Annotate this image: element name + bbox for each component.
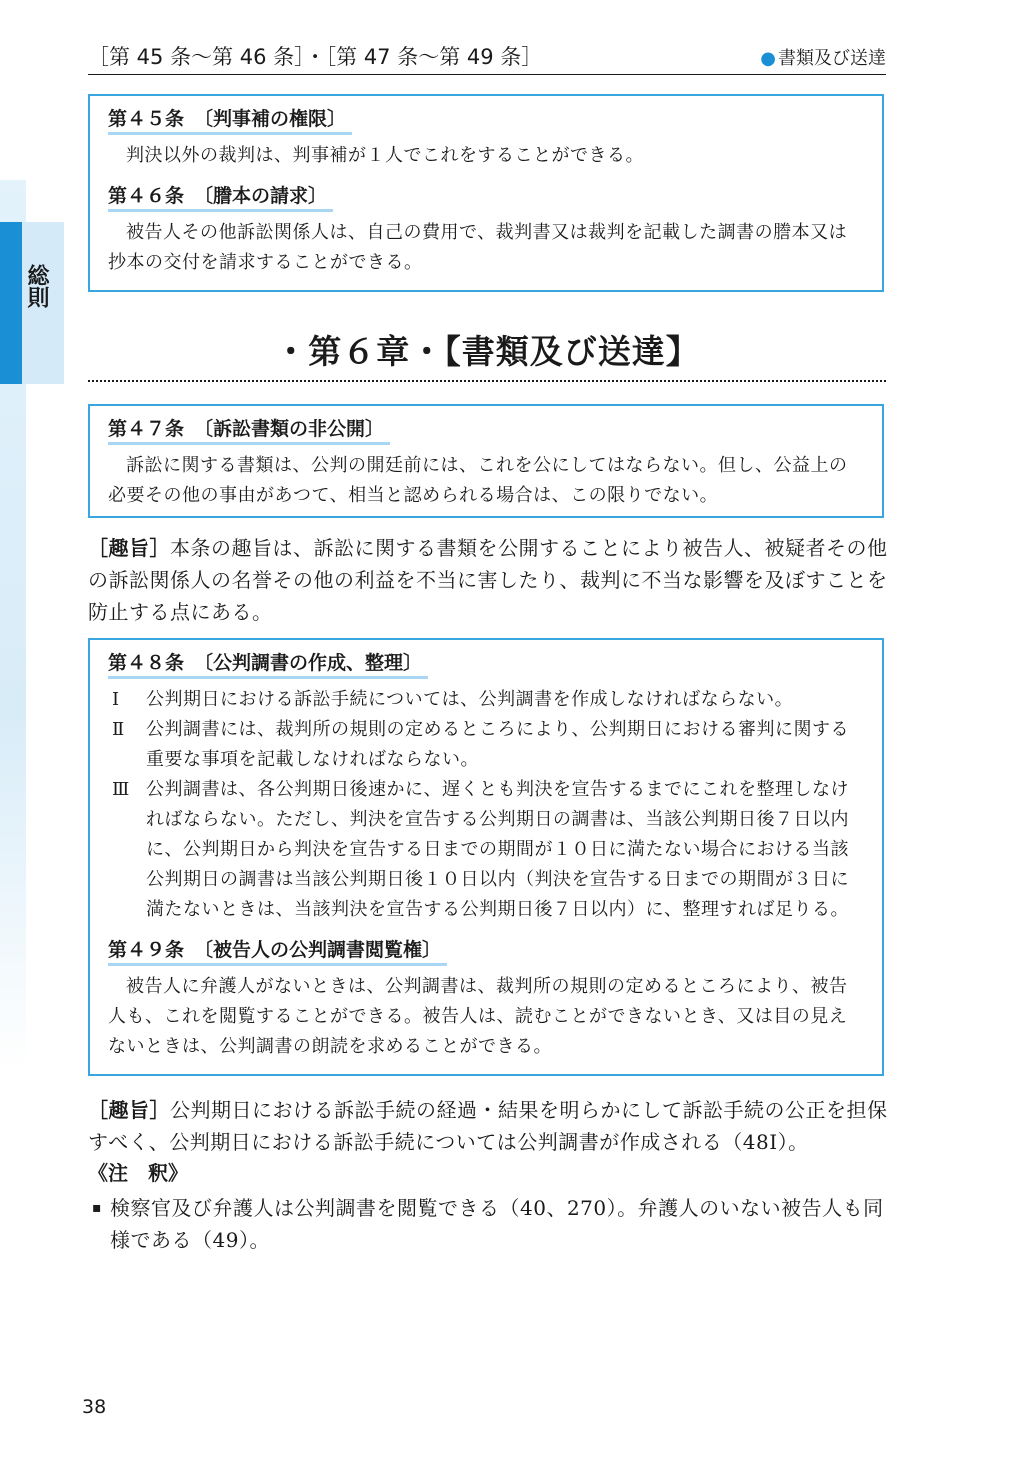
section-tab [0,222,64,384]
item-number: Ⅱ [112,719,125,740]
article-49 [108,937,864,1062]
notes-heading: 《注 釈》 [88,1161,188,1185]
article-47 [108,416,864,511]
article-46-title: 第４６条 〔謄本の請求〕 [108,183,333,212]
article-box-48-49 [88,638,884,1076]
article-45-title: 第４５条 〔判事補の権限〕 [108,106,352,135]
article-48-title: 第４８条 〔公判調書の作成、整理〕 [108,650,428,679]
section-tab-label: 総則 [24,264,49,308]
article-49-text: 被告人に弁護人がないときは、公判調書は、裁判所の規則の定めるところにより、被告人も、これを閲覧することができる。被告人は、読むことができないとき、又は目の見えないときは、公判調書の朗読を求めることができる。 [108,976,848,1057]
running-header [88,42,886,75]
article-48-item [108,685,864,715]
page-number: 38 [82,1396,107,1418]
article-45-text: 判決以外の裁判は、判事補が１人でこれをすることができる。 [126,145,644,166]
article-45 [108,106,864,171]
article-47-text: 訴訟に関する書類は、公判の開廷前には、これを公にしてはならない。但し、公益上の必要その他の事由があつて、相当と認められる場合は、この限りでない。 [108,455,848,506]
article-48-item [108,715,864,775]
article-box-47 [88,404,884,518]
item-number: Ⅰ [112,689,120,710]
article-48 [108,650,864,925]
article-48-item [108,775,864,925]
purpose-text: 公判期日における訴訟手続の経過・結果を明らかにして訴訟手続の公正を担保すべく、公判期日における訴訟手続については公判調書が作成される（48Ⅰ）。 [88,1098,888,1154]
item-number: Ⅲ [112,779,130,800]
item-text: 公判調書には、裁判所の規則の定めるところにより、公判期日における審判に関する重要な事項を記載しなければならない。 [146,719,849,770]
note-item [92,1192,888,1256]
item-text: 公判調書は、各公判期日後速かに、遅くとも判決を宣告するまでにこれを整理しなければならない。ただし、判決を宣告する公判期日の調書は、当該公判期日後７日以内に、公判期日から判決を宣告する日までの期間が１０日に満たない場合における当該公判期日の調書は当該公判期日後１０日以内（判決を宣告する日までの期間が３日に満たないときは、当該判決を宣告する公判期日後７日以内）に、整理すれば足りる。 [146,779,849,920]
header-section-title: 書類及び送達 [778,48,886,69]
item-text: 公判期日における訴訟手続については、公判調書を作成しなければならない。 [146,689,794,710]
header-section [760,46,886,72]
chapter-title: ・第６章・【書類及び送達】 [274,332,700,371]
commentary-purpose-48 [88,1094,888,1158]
article-47-title: 第４７条 〔訴訟書類の非公開〕 [108,416,390,445]
article-49-title: 第４９条 〔被告人の公判調書閲覧権〕 [108,937,447,966]
header-article-range: ［第 45 条〜第 46 条］・［第 47 条〜第 49 条］ [88,45,543,69]
chapter-heading [88,328,886,382]
purpose-text: 本条の趣旨は、訴訟に関する書類を公開することにより被告人、被疑者その他の訴訟関係人の名誉その他の利益を不当に害したり、裁判に不当な影響を及ぼすことを防止する点にある。 [88,536,888,624]
purpose-label: ［趣旨］ [88,536,170,560]
note-text: 検察官及び弁護人は公判調書を閲覧できる（40、270）。弁護人のいない被告人も同様である（49）。 [110,1196,884,1252]
blue-dot-icon: ● [760,48,776,69]
purpose-label: ［趣旨］ [88,1098,170,1122]
square-bullet-icon: ▪ [92,1200,102,1216]
article-46 [108,183,864,278]
article-box-45-46 [88,94,884,292]
article-46-text: 被告人その他訴訟関係人は、自己の費用で、裁判書又は裁判を記載した調書の謄本又は抄本の交付を請求することができる。 [108,222,848,273]
commentary-purpose-47 [88,532,888,628]
